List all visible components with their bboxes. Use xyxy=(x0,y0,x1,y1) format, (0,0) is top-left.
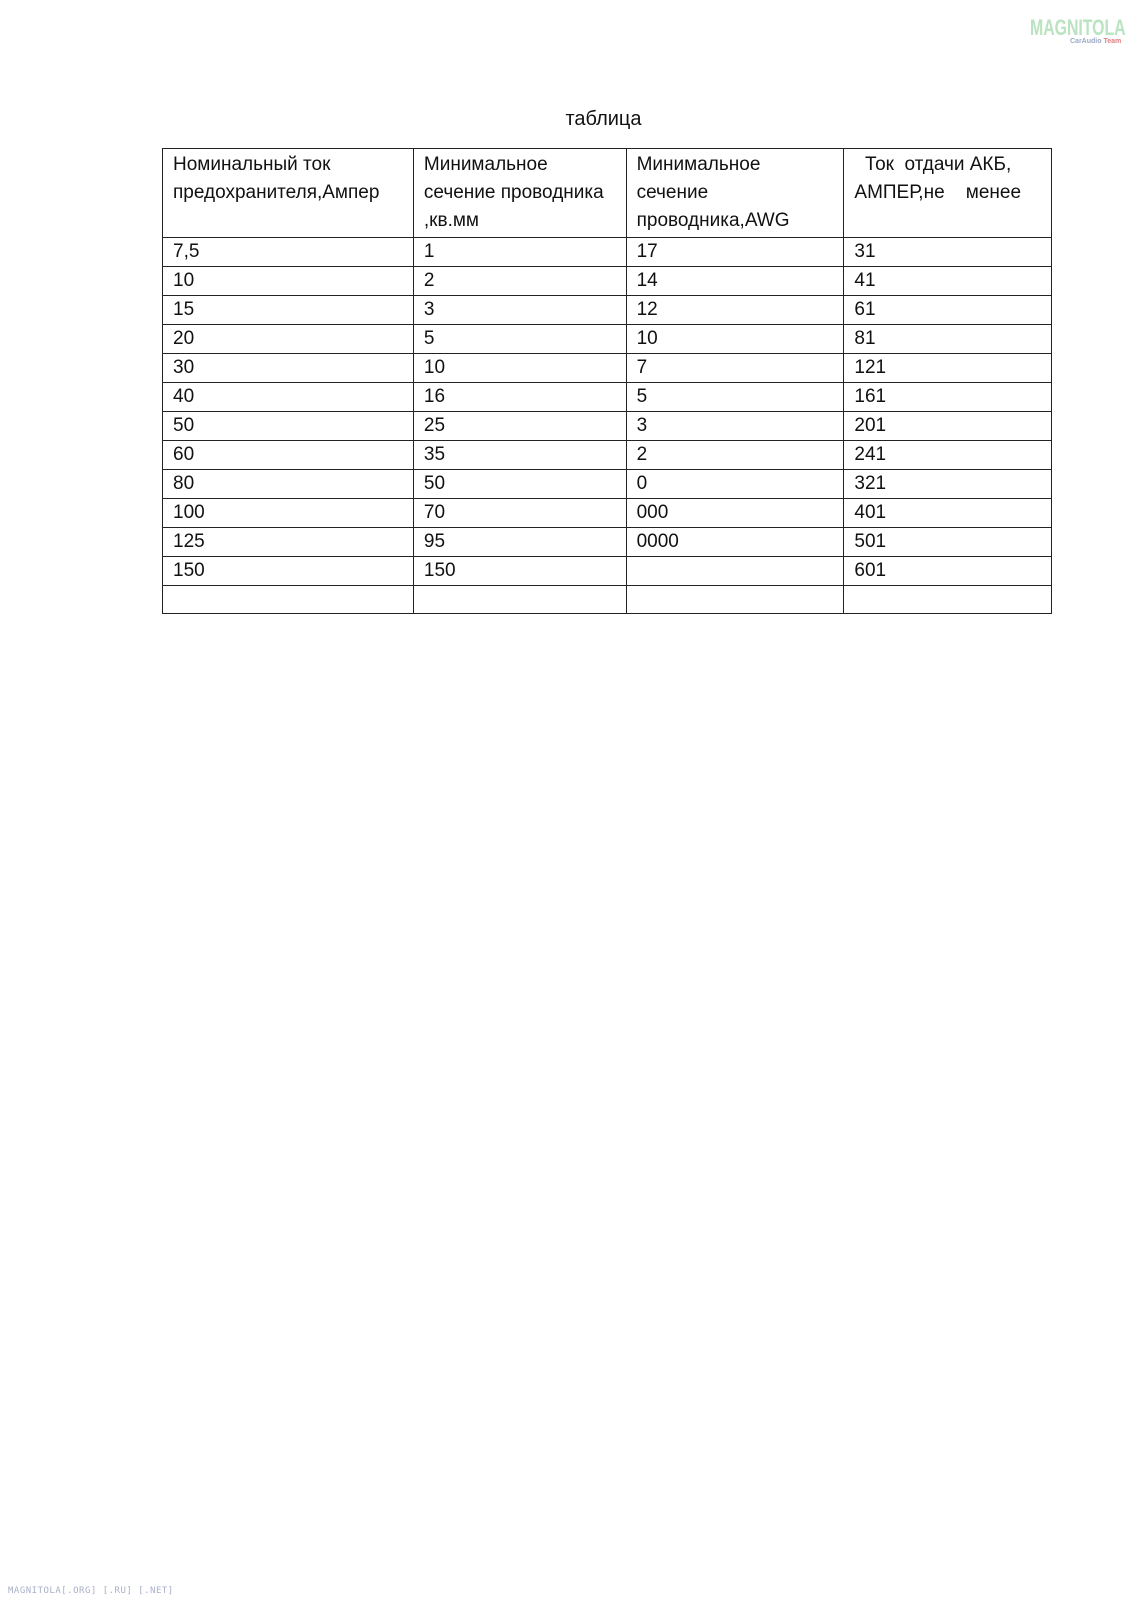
table-cell: 321 xyxy=(844,470,1052,499)
table-cell: 50 xyxy=(413,470,626,499)
table-cell: 2 xyxy=(413,267,626,296)
table-cell: 150 xyxy=(413,557,626,586)
table-cell: 501 xyxy=(844,528,1052,557)
table-row xyxy=(163,296,1052,325)
table-cell: 81 xyxy=(844,325,1052,354)
table-cell: 2 xyxy=(626,441,844,470)
table-row xyxy=(163,412,1052,441)
table-cell: 95 xyxy=(413,528,626,557)
header-battery-current: Ток отдачи АКБ, АМПЕР,не менее xyxy=(844,149,1052,238)
table-row xyxy=(163,586,1052,614)
table-cell: 70 xyxy=(413,499,626,528)
table-cell xyxy=(626,586,844,614)
header-min-section-awg: Минимальное сечение проводника,AWG xyxy=(626,149,844,238)
table-cell xyxy=(413,586,626,614)
table-cell: 5 xyxy=(413,325,626,354)
table-row xyxy=(163,441,1052,470)
table-cell: 61 xyxy=(844,296,1052,325)
table-cell: 0000 xyxy=(626,528,844,557)
table-cell: 25 xyxy=(413,412,626,441)
table-cell: 15 xyxy=(163,296,414,325)
table-row xyxy=(163,267,1052,296)
table-cell: 100 xyxy=(163,499,414,528)
table-cell: 10 xyxy=(413,354,626,383)
table-row xyxy=(163,470,1052,499)
logo-main-text: MAGNITOLA xyxy=(1030,15,1126,40)
table-row xyxy=(163,557,1052,586)
table-cell: 241 xyxy=(844,441,1052,470)
table-cell: 20 xyxy=(163,325,414,354)
table-row xyxy=(163,383,1052,412)
table-cell xyxy=(163,586,414,614)
table-cell: 14 xyxy=(626,267,844,296)
table-cell: 000 xyxy=(626,499,844,528)
table-cell: 10 xyxy=(626,325,844,354)
table-cell: 35 xyxy=(413,441,626,470)
table-cell: 31 xyxy=(844,238,1052,267)
table-cell: 7 xyxy=(626,354,844,383)
table-cell: 201 xyxy=(844,412,1052,441)
table-cell: 10 xyxy=(163,267,414,296)
table-cell: 80 xyxy=(163,470,414,499)
table-cell: 401 xyxy=(844,499,1052,528)
table-cell: 50 xyxy=(163,412,414,441)
table-cell: 12 xyxy=(626,296,844,325)
table-cell: 3 xyxy=(626,412,844,441)
table-header-row xyxy=(163,149,1052,238)
table-cell: 40 xyxy=(163,383,414,412)
header-min-section-mm: Минимальное сечение проводника ,кв.мм xyxy=(413,149,626,238)
table-cell: 41 xyxy=(844,267,1052,296)
table-cell: 121 xyxy=(844,354,1052,383)
header-fuse-current: Номинальный ток предохранителя,Ампер xyxy=(163,149,414,238)
table-row xyxy=(163,528,1052,557)
footer-watermark: MAGNITOLA[.ORG] [.RU] [.NET] xyxy=(8,1586,174,1596)
fuse-wire-table xyxy=(162,148,1052,614)
table-cell: 161 xyxy=(844,383,1052,412)
table-cell: 5 xyxy=(626,383,844,412)
logo-subtitle xyxy=(1070,38,1121,45)
page-title: таблица xyxy=(565,108,642,130)
magnitola-logo xyxy=(1030,15,1126,50)
table-cell: 3 xyxy=(413,296,626,325)
table-cell: 0 xyxy=(626,470,844,499)
logo-sub-caraudio: CarAudio xyxy=(1070,38,1102,45)
table-cell: 7,5 xyxy=(163,238,414,267)
table-cell: 16 xyxy=(413,383,626,412)
table-cell xyxy=(844,586,1052,614)
table-row xyxy=(163,238,1052,267)
table-cell: 150 xyxy=(163,557,414,586)
table-row xyxy=(163,325,1052,354)
table-cell: 17 xyxy=(626,238,844,267)
table-cell: 60 xyxy=(163,441,414,470)
table-row xyxy=(163,499,1052,528)
table-cell: 1 xyxy=(413,238,626,267)
table-cell: 601 xyxy=(844,557,1052,586)
table-cell: 125 xyxy=(163,528,414,557)
logo-sub-team: Team xyxy=(1103,38,1122,45)
table-cell xyxy=(626,557,844,586)
table-row xyxy=(163,354,1052,383)
table-cell: 30 xyxy=(163,354,414,383)
